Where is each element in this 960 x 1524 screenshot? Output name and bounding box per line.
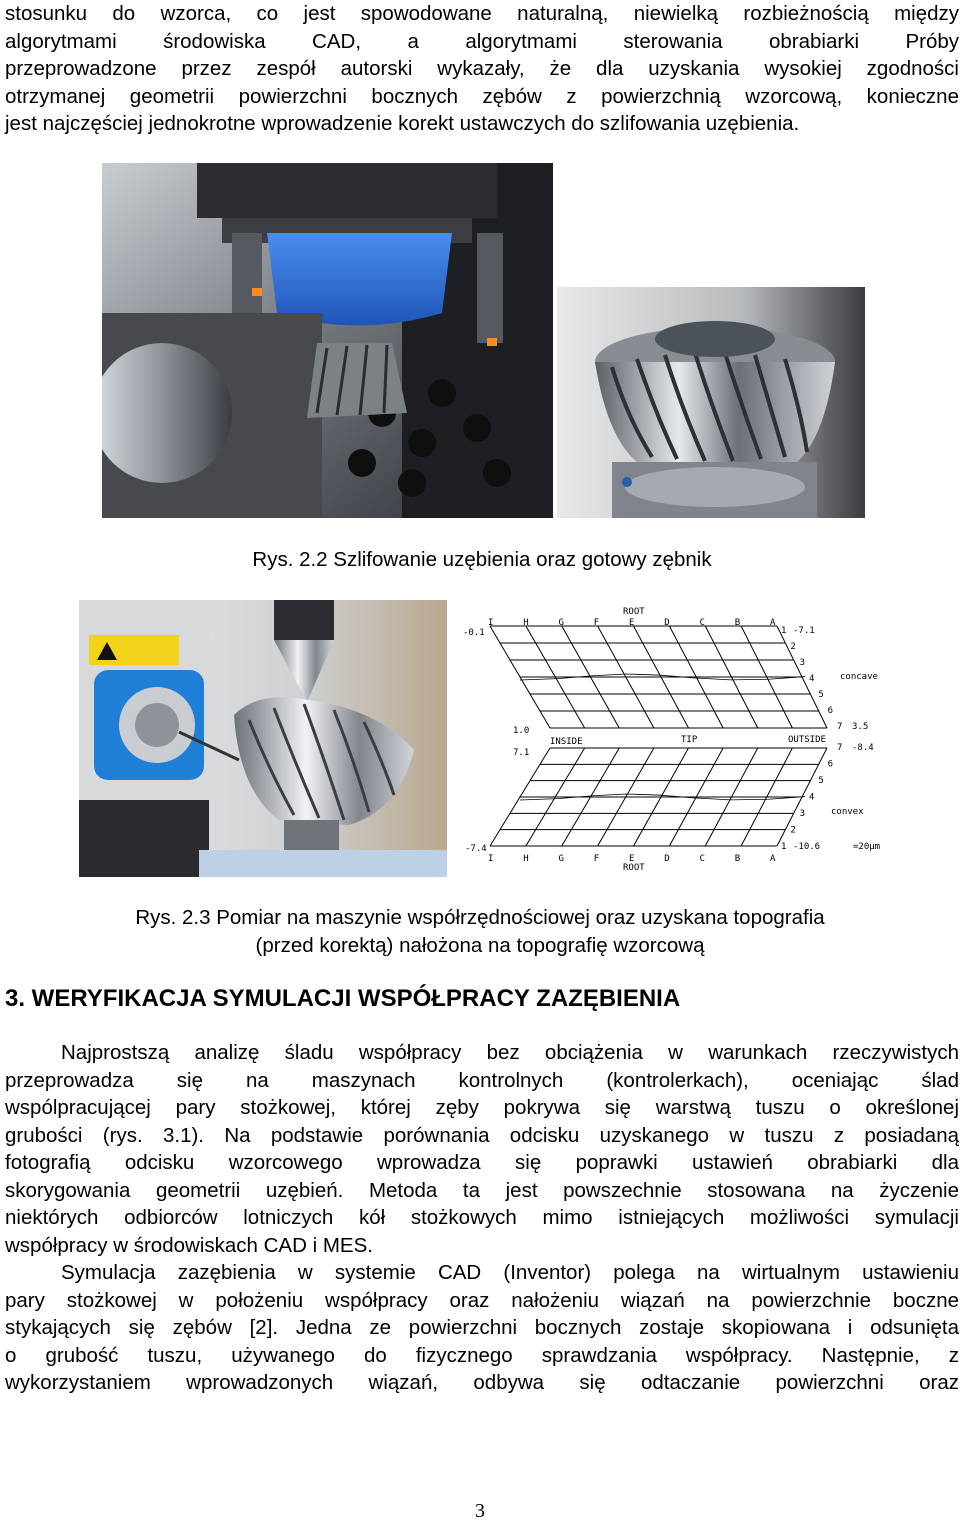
top-column-label: G [558, 618, 564, 628]
label-concave: concave [840, 672, 878, 682]
label-outside: OUTSIDE [788, 735, 826, 745]
cmm-photo [79, 600, 447, 877]
concave-grid [490, 626, 827, 728]
top-column-label: I [488, 618, 494, 628]
bottom-column-label: E [629, 854, 635, 864]
upper-row-label: 7 [837, 722, 843, 732]
lower-row-label: 6 [827, 759, 834, 770]
text-line: wykorzystaniem wprowadzonych wiązań, odbywa się odtaczanie powierzchni oraz [5, 1371, 959, 1394]
upper-row-label: 5 [818, 690, 824, 700]
upper-row-label: 2 [790, 642, 796, 652]
lower-row-label: 1 [781, 842, 787, 852]
text-line: jest najczęściej jednokrotne wprowadzenie korekt ustawczych do szlifowania uzębienia. [5, 112, 800, 135]
annotation-top-left: -0.1 [463, 628, 485, 638]
label-tip: TIP [681, 735, 698, 745]
section-heading: 3. WERYFIKACJA SYMULACJI WSPÓŁPRACY ZAZĘBIENIA [5, 985, 681, 1012]
text-line: skorygowania geometrii uzębień. Metoda ta jest powszechnie stosowana na życzenie [5, 1178, 959, 1202]
text-line: współpracy w środowiskach CAD i MES. [5, 1233, 373, 1257]
bottom-column-label: G [558, 854, 564, 864]
upper-row-label: 6 [827, 706, 834, 716]
lower-row-label: 5 [818, 776, 824, 786]
top-column-label: C [699, 618, 705, 628]
annotation-mid-left-lower: 7.1 [513, 748, 530, 758]
figure-caption-2-3 [0, 904, 960, 960]
annotation-mid-right-lower: -8.4 [852, 743, 874, 753]
section-paragraph-2 [5, 1259, 959, 1397]
text-line: wspólpracującej pary stożkowej, której zęby pokrywa się warstwą tuszu o określonej [5, 1096, 959, 1119]
text-line: przeprowadza się na maszynach kontrolnych (kontrolerkach), oceniając ślad [5, 1068, 959, 1092]
bottom-column-label: D [664, 854, 670, 864]
bottom-column-label: C [699, 854, 705, 864]
text-line: stosunku do wzorca, co jest spowodowane naturalną, niewielką rozbieżnością między [5, 2, 959, 25]
text-line: stykających się zębów [2]. Jedna ze powierzchni bocznych zostaje skopiowana i odsunięta [5, 1316, 959, 1339]
annotation-scale: =20μm [853, 842, 881, 852]
annotation-bottom-left: -7.4 [465, 844, 487, 854]
label-convex: convex [831, 807, 864, 817]
text-line: niektórych odbiorców lotniczych kół stożkowych mimo istniejących możliwości symulacji [5, 1206, 959, 1229]
root-label-top: ROOT [623, 607, 645, 617]
caption-text: Rys. 2.3 Pomiar na maszynie współrzędnościowej oraz uzyskana topografia [135, 906, 825, 929]
bottom-column-label: H [523, 854, 529, 864]
root-label-bottom: ROOT [623, 863, 645, 873]
upper-row-label: 4 [809, 674, 815, 684]
bottom-column-label: B [734, 854, 741, 864]
intro-paragraph [5, 0, 959, 138]
annotation-bottom-right: -10.6 [793, 842, 821, 852]
label-inside: INSIDE [550, 737, 583, 747]
convex-grid [490, 748, 827, 846]
text-line: przeprowadzone przez zespół autorski wykazały, że dla uzyskania wysokiej zgodności [5, 57, 959, 80]
text-line: grubości (rys. 3.1). Na podstawie porównania odcisku uzyskanego w tuszu z posiadaną [5, 1123, 959, 1147]
upper-row-label: 1 [781, 626, 787, 636]
page-number: 3 [475, 1500, 485, 1522]
top-column-label: B [734, 618, 741, 628]
text-line: o grubość tuszu, używanego do fizycznego sprawdzania współpracy. Następnie, z [5, 1343, 959, 1367]
bottom-column-label: I [488, 854, 494, 864]
top-column-label: F [593, 618, 600, 628]
upper-row-label: 3 [799, 658, 806, 668]
bottom-column-label: F [593, 854, 600, 864]
lower-row-label: 3 [799, 809, 806, 819]
top-column-label: A [770, 618, 776, 628]
top-column-label: E [629, 618, 635, 628]
annotation-mid-left-upper: 1.0 [513, 726, 530, 736]
lower-row-label: 7 [837, 743, 843, 753]
text-line: pary stożkowej w położeniu współpracy oraz nałożeniu wiązań na powierzchnie boczne [5, 1288, 959, 1312]
bottom-column-label: A [770, 854, 776, 864]
text-line: Symulacja zazębienia w systemie CAD (Inventor) polega na wirtualnym ustawieniu [61, 1261, 959, 1284]
annotation-top-right: -7.1 [793, 626, 815, 636]
topography-svg [455, 598, 895, 880]
text-line: otrzymanej geometrii powierzchni bocznych zębów z powierzchnią wzorcową, konieczne [5, 84, 959, 108]
lower-row-label: 2 [790, 825, 796, 836]
top-column-label: H [523, 618, 529, 628]
annotation-mid-right-upper: 3.5 [852, 722, 869, 732]
text-line: algorytmami środowiska CAD, a algorytmami sterowania obrabiarki Próby [5, 29, 959, 53]
text-line: Najprostszą analizę śladu współpracy bez obciążenia w warunkach rzeczywistych [61, 1041, 959, 1064]
text-line: fotografią odcisku wzorcowego wprowadza się poprawki ustawień obrabiarki dla [5, 1151, 959, 1174]
grinding-photo [102, 163, 553, 518]
section-paragraph-1 [5, 1039, 959, 1259]
lower-row-label: 4 [809, 792, 815, 803]
figure-caption [0, 546, 960, 574]
pinion-photo [557, 287, 865, 518]
topography-chart [455, 598, 895, 880]
caption-text: (przed korektą) nałożona na topografię wzorcową [255, 934, 705, 957]
caption-text: Rys. 2.2 Szlifowanie uzębienia oraz gotowy zębnik [252, 548, 712, 571]
top-column-label: D [664, 618, 670, 628]
